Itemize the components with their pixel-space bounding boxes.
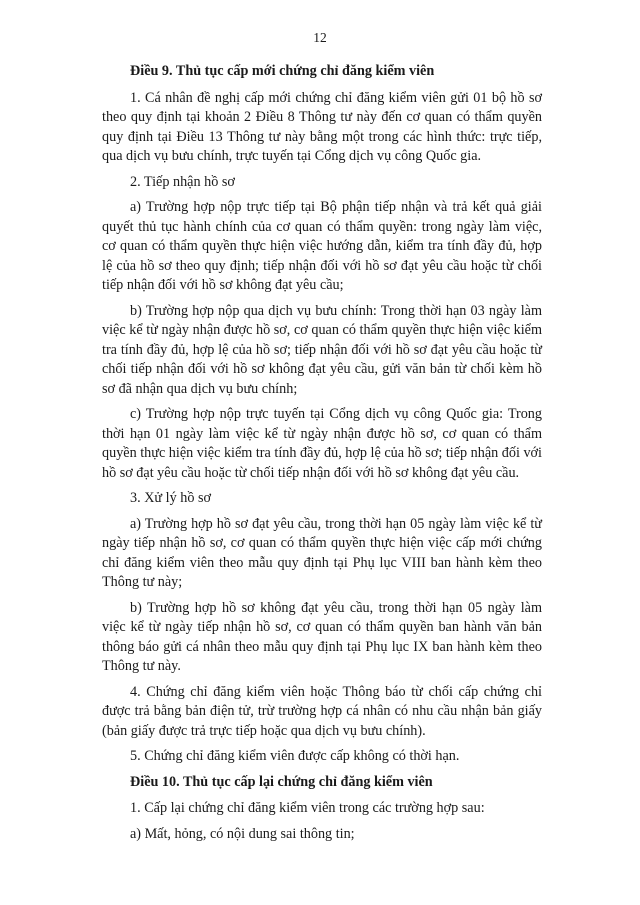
document-body xyxy=(102,62,542,850)
paragraph-9-3b: b) Trường hợp hồ sơ không đạt yêu cầu, trong thời hạn 05 ngày làm việc kể từ ngày tiếp nhận hồ sơ, cơ quan có thẩm quyền ban hành văn bản thông báo gửi cá nhân theo mẫu quy định tại Phụ lục IX ban hành kèm theo Thông tư này. xyxy=(102,599,542,674)
paragraph-9-5: 5. Chứng chỉ đăng kiểm viên được cấp không có thời hạn. xyxy=(130,748,460,764)
paragraph-9-2b: b) Trường hợp nộp qua dịch vụ bưu chính: Trong thời hạn 03 ngày làm việc kể từ ngày nhận được hồ sơ, cơ quan có thẩm quyền thực hiện việc kiểm tra tính đầy đủ, hợp lệ của hồ sơ; tiếp nhận đối với hồ sơ đạt yêu cầu hoặc từ chối tiếp nhận đối với hồ sơ không đạt yêu cầu, gửi văn bản từ chối kèm hồ sơ đã nhận qua dịch vụ bưu chính; xyxy=(102,302,542,397)
paragraph-9-2: 2. Tiếp nhận hồ sơ xyxy=(130,173,235,190)
paragraph-9-4: 4. Chứng chỉ đăng kiểm viên hoặc Thông báo từ chối cấp chứng chỉ được trả bằng bản điện tử, trừ trường hợp cá nhân có nhu cầu nhận bản giấy (bản giấy được trả trực tiếp hoặc qua dịch vụ bưu chính). xyxy=(102,683,542,739)
paragraph-9-2a: a) Trường hợp nộp trực tiếp tại Bộ phận tiếp nhận và trả kết quả giải quyết thủ tục hành chính của cơ quan có thẩm quyền: trong ngày làm việc, cơ quan có thẩm quyền thực hiện việc hướng dẫn, kiểm tra tính đầy đủ, hợp lệ của hồ sơ theo quy định; tiếp nhận đối với hồ sơ đạt yêu cầu hoặc từ chối tiếp nhận đối với hồ sơ không đạt yêu cầu; xyxy=(102,199,542,293)
paragraph-10-1a: a) Mất, hỏng, có nội dung sai thông tin; xyxy=(130,825,355,842)
paragraph-9-2c: c) Trường hợp nộp trực tuyến tại Cổng dịch vụ công Quốc gia: Trong thời hạn 01 ngày làm việc kể từ ngày nhận được hồ sơ, cơ quan có thẩm quyền thực hiện việc kiểm tra tính đầy đủ, hợp lệ của hồ sơ; tiếp nhận đối với hồ sơ đạt yêu cầu hoặc từ chối tiếp nhận đối với hồ sơ không đạt yêu cầu. xyxy=(102,406,542,481)
page-number: 12 xyxy=(313,30,327,45)
paragraph-9-1: 1. Cá nhân đề nghị cấp mới chứng chỉ đăng kiểm viên gửi 01 bộ hồ sơ theo quy định tại khoản 2 Điều 8 Thông tư này đến cơ quan có thẩm quyền quy định tại Điều 13 Thông tư này bằng một trong các hình thức: trực tiếp, qua dịch vụ bưu chính, trực tuyến tại Cổng dịch vụ công Quốc gia. xyxy=(102,89,542,164)
paragraph-9-3a: a) Trường hợp hồ sơ đạt yêu cầu, trong thời hạn 05 ngày làm việc kể từ ngày tiếp nhận hồ sơ, cơ quan có thẩm quyền thực hiện việc cấp mới chứng chỉ đăng kiểm viên theo mẫu quy định tại Phụ lục VIII ban hành kèm theo Thông tư này; xyxy=(102,515,542,590)
article-10-heading: Điều 10. Thủ tục cấp lại chứng chỉ đăng kiểm viên xyxy=(130,773,433,790)
paragraph-10-1: 1. Cấp lại chứng chỉ đăng kiểm viên trong các trường hợp sau: xyxy=(130,800,485,816)
paragraph-9-3: 3. Xử lý hồ sơ xyxy=(130,490,212,506)
article-9-heading: Điều 9. Thủ tục cấp mới chứng chỉ đăng kiểm viên xyxy=(130,63,435,79)
